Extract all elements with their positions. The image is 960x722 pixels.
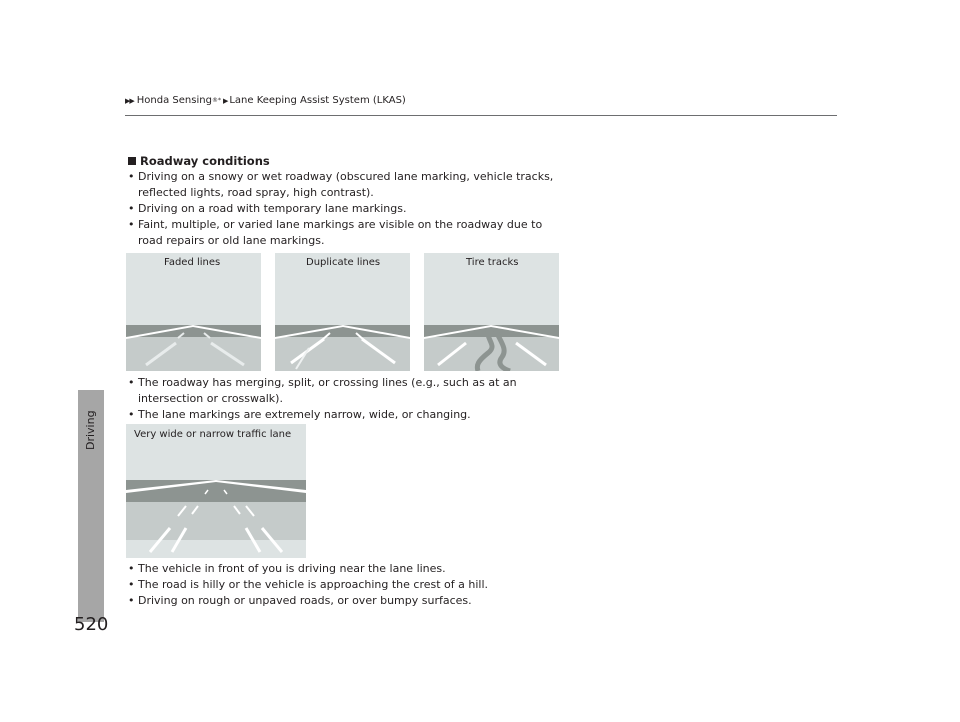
list-item: • The lane markings are extremely narrow, wide, or changing. [128, 407, 568, 423]
tire-tracks-road [424, 325, 559, 371]
faded-lines-road [126, 325, 261, 371]
registered-mark: ® [211, 97, 218, 104]
label-duplicate-lines: Duplicate lines [306, 257, 381, 268]
list-item: • Driving on rough or unpaved roads, or over bumpy surfaces. [128, 593, 568, 609]
list-item: • Driving on a road with temporary lane markings. [128, 201, 568, 217]
breadcrumb-item-honda-sensing[interactable]: Honda Sensing [136, 95, 212, 106]
list-item: • Faint, multiple, or varied lane markings are visible on the roadway due to road repairs or old lane markings. [128, 217, 568, 249]
list-item: • The roadway has merging, split, or crossing lines (e.g., such as at an intersection or crosswalk). [128, 375, 568, 407]
bullet-list-1 [128, 169, 568, 249]
label-tire-tracks: Tire tracks [466, 257, 519, 268]
page-number: 520 [74, 614, 109, 635]
road-markings-illustration [126, 253, 559, 371]
square-bullet-icon [128, 157, 136, 165]
duplicate-lines-road [275, 325, 410, 371]
list-item: • The road is hilly or the vehicle is approaching the crest of a hill. [128, 577, 568, 593]
double-triangle-icon: ▶▶ [125, 96, 134, 105]
bullet-list-3 [128, 561, 568, 609]
header-divider [125, 115, 837, 116]
asterisk-mark: * [217, 97, 221, 104]
figure-road-markings [126, 253, 559, 371]
label-wide-narrow-lane: Very wide or narrow traffic lane [134, 429, 292, 440]
section-heading [128, 154, 270, 168]
triangle-icon: ▶ [222, 96, 228, 105]
wide-lane-illustration [126, 424, 306, 558]
section-heading-text: Roadway conditions [140, 154, 270, 168]
list-item: • Driving on a snowy or wet roadway (obscured lane marking, vehicle tracks, reflected lights, road spray, high contrast). [128, 169, 568, 201]
breadcrumb-item-lkas[interactable]: Lane Keeping Assist System (LKAS) [229, 95, 406, 106]
chapter-side-label: Driving [84, 410, 97, 450]
bullet-list-2 [128, 375, 568, 423]
figure-wide-lane [126, 424, 306, 558]
breadcrumb [125, 95, 406, 106]
label-faded-lines: Faded lines [164, 257, 221, 268]
list-item: • The vehicle in front of you is driving near the lane lines. [128, 561, 568, 577]
